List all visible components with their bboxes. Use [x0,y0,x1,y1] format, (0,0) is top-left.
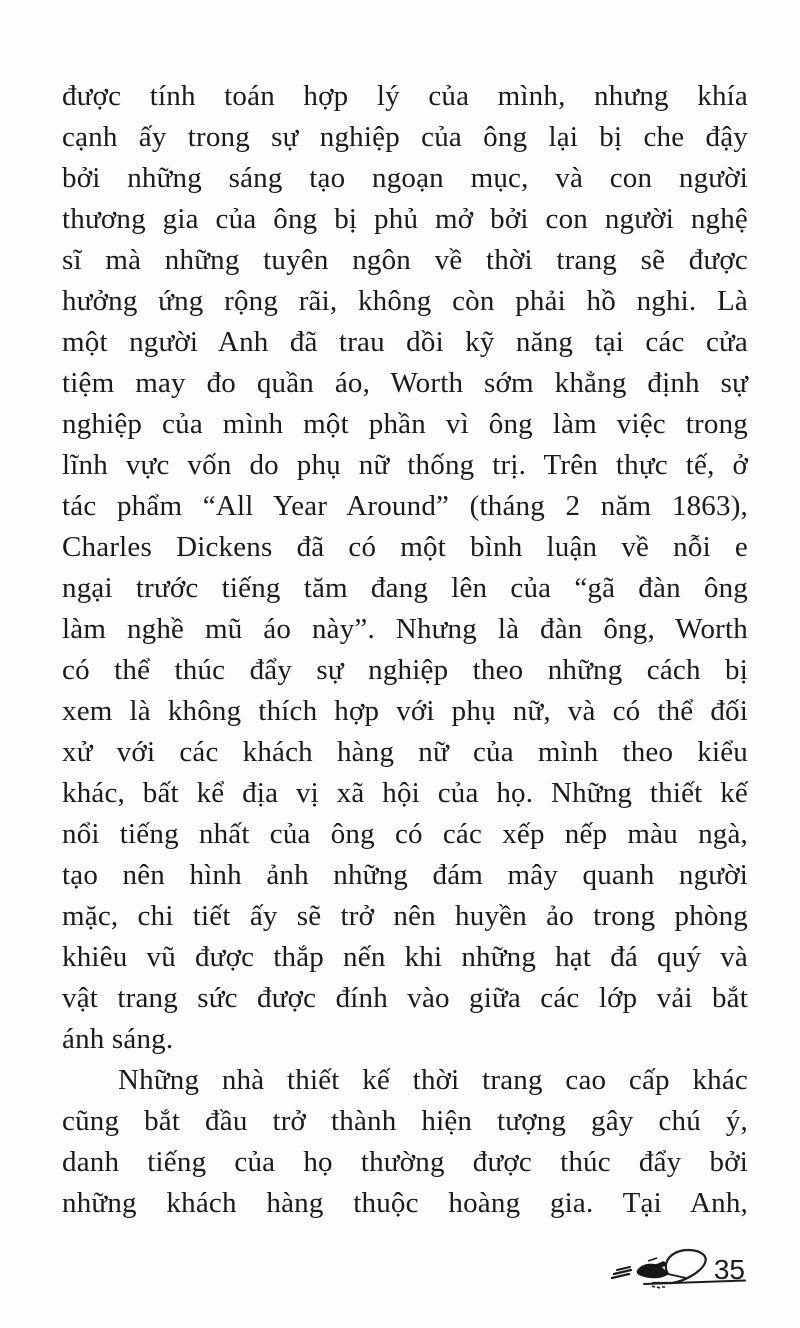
text-line: cũng bắt đầu trở thành hiện tượng gây chú ý, [62,1105,748,1137]
text-line-paragraph-start: Những nhà thiết kế thời trang cao cấp khác [118,1064,748,1096]
text-line: khiêu vũ được thắp nến khi những hạt đá quý và [62,941,748,973]
text-line: làm nghề mũ áo này”. Nhưng là đàn ông, Worth [62,613,748,645]
text-line: được tính toán hợp lý của mình, nhưng khía [62,80,748,112]
text-line: vật trang sức được đính vào giữa các lớp vải bắt [62,982,748,1014]
text-line: sĩ mà những tuyên ngôn về thời trang sẽ được [62,244,748,276]
text-line: một người Anh đã trau dồi kỹ năng tại các cửa [62,326,748,358]
text-line: thương gia của ông bị phủ mở bởi con người nghệ [62,203,748,235]
page-footer [608,1244,748,1290]
text-line: lĩnh vực vốn do phụ nữ thống trị. Trên thực tế, ở [62,449,748,481]
text-line: xem là không thích hợp với phụ nữ, và có thể đối [62,695,748,727]
text-line-paragraph-end: ánh sáng. [62,1023,174,1055]
text-line: nghiệp của mình một phần vì ông làm việc trong [62,408,748,440]
page-body-text [62,76,748,1224]
text-line: mặc, chi tiết ấy sẽ trở nên huyền ảo trong phòng [62,900,748,932]
page-number: 35 [713,1254,745,1285]
text-line: Charles Dickens đã có một bình luận về nỗi e [62,531,748,563]
text-line: nổi tiếng nhất của ông có các xếp nếp màu ngà, [62,818,748,850]
text-line: những khách hàng thuộc hoàng gia. Tại Anh, [62,1187,748,1219]
text-line: cạnh ấy trong sự nghiệp của ông lại bị che đậy [62,121,748,153]
text-line: ngại trước tiếng tăm đang lên của “gã đàn ông [62,572,748,604]
text-line: xử với các khách hàng nữ của mình theo kiểu [62,736,748,768]
text-line: có thể thúc đẩy sự nghiệp theo những cách bị [62,654,748,686]
text-line: bởi những sáng tạo ngoạn mục, và con người [62,162,748,194]
text-line: hưởng ứng rộng rãi, không còn phải hồ nghi. Là [62,285,748,317]
text-line: khác, bất kể địa vị xã hội của họ. Những thiết kế [62,777,748,809]
text-line: danh tiếng của họ thường được thúc đẩy bởi [62,1146,748,1178]
text-line: tạo nên hình ảnh những đám mây quanh người [62,859,748,891]
text-line: tác phẩm “All Year Around” (tháng 2 năm 1863), [62,490,748,522]
text-line: tiệm may đo quần áo, Worth sớm khẳng định sự [62,367,748,399]
